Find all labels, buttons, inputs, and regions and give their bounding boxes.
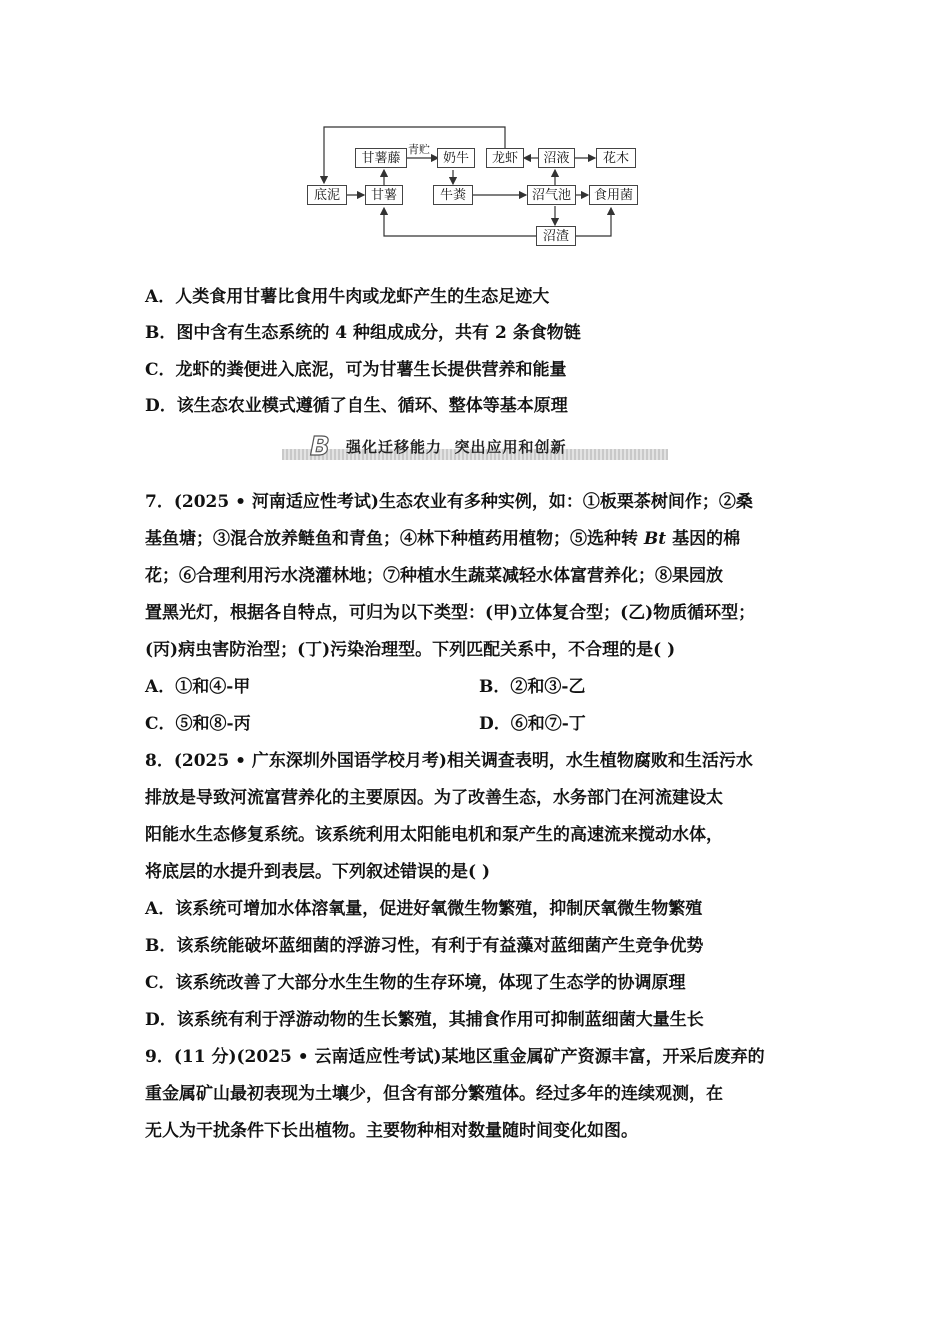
- q8-head: 8．(2025 • 广东深圳外国语学校月考): [145, 751, 447, 771]
- node-ganshuteng: 甘薯藤: [355, 148, 407, 168]
- q6-option-b: B．图中含有生态系统的 4 种组成成分，共有 2 条食物链: [145, 323, 581, 343]
- node-zhaoqichi: 沼气池: [527, 185, 576, 205]
- q9-head: 9．(11 分)(2025 • 云南适应性考试): [145, 1047, 442, 1067]
- node-huamu: 花木: [596, 148, 636, 168]
- q8-option-b: B．该系统能破坏蓝细菌的浮游习性，有利于有益藻对蓝细菌产生竞争优势: [145, 936, 704, 956]
- q6-option-a: A．人类食用甘薯比食用牛肉或龙虾产生的生态足迹大: [145, 287, 550, 307]
- q9-line-3: 无人为干扰条件下长出植物。主要物种相对数量随时间变化如图。: [145, 1121, 638, 1141]
- node-zhaoye: 沼液: [538, 148, 575, 168]
- q7-text-2b: 基因的棉: [666, 529, 741, 549]
- node-longxia: 龙虾: [486, 148, 524, 168]
- q6-option-c: C．龙虾的粪便进入底泥，可为甘薯生长提供营养和能量: [145, 360, 567, 380]
- q8-line-4: 将底层的水提升到表层。下列叙述错误的是( ): [145, 862, 491, 882]
- q8-line-3: 阳能水生态修复系统。该系统利用太阳能电机和泵产生的高速流来搅动水体，: [145, 825, 723, 845]
- q8-text-1: 相关调查表明，水生植物腐败和生活污水: [446, 751, 753, 771]
- q6-option-d: D．该生态农业模式遵循了自生、循环、整体等基本原理: [145, 396, 568, 416]
- edge-label-silage: 青贮: [408, 143, 430, 156]
- q8-option-c: C．该系统改善了大部分水生生物的生存环境，体现了生态学的协调原理: [145, 973, 686, 993]
- node-zhaozha: 沼渣: [536, 226, 576, 246]
- q8-line-2: 排放是导致河流富营养化的主要原因。为了改善生态，水务部门在河流建设太: [145, 788, 723, 808]
- node-ganshu: 甘薯: [365, 185, 403, 205]
- q7-option-d: D．⑥和⑦-丁: [479, 714, 586, 734]
- q7-option-c: C．⑤和⑧-丙: [145, 714, 251, 734]
- q9-line-2: 重金属矿山最初表现为土壤少，但含有部分繁殖体。经过多年的连续观测，在: [145, 1084, 723, 1104]
- node-shiyongjun: 食用菌: [589, 185, 638, 205]
- q7-line-2: [145, 527, 740, 551]
- q7-bt: Bt: [643, 529, 667, 549]
- ecosystem-flow-diagram: [300, 118, 645, 250]
- q8-line-1: [145, 749, 753, 773]
- q7-option-b: B．②和③-乙: [479, 677, 586, 697]
- q8-option-d: D．该系统有利于浮游动物的生长繁殖，其捕食作用可抑制蓝细菌大量生长: [145, 1010, 704, 1030]
- q7-text-2: 基鱼塘；③混合放养鲢鱼和青鱼；④林下种植药用植物；⑤选种转: [145, 529, 644, 549]
- node-dini: 底泥: [307, 185, 347, 205]
- banner-title: 强化迁移能力 突出应用和创新: [346, 438, 567, 456]
- diagram-arrows: [300, 118, 645, 250]
- section-banner: [282, 431, 668, 463]
- q7-head: 7．(2025 • 河南适应性考试): [145, 492, 379, 512]
- banner-badge: B: [310, 432, 330, 462]
- q9-text-1: 某地区重金属矿产资源丰富，开采后废弃的: [441, 1047, 765, 1067]
- q7-line-5: (丙)病虫害防治型；(丁)污染治理型。下列匹配关系中，不合理的是( ): [145, 640, 676, 660]
- node-niufen: 牛粪: [433, 185, 473, 205]
- q9-line-1: [145, 1045, 765, 1069]
- q7-line-1: [145, 490, 753, 514]
- q7-option-a: A．①和④-甲: [145, 677, 251, 697]
- node-nainiu: 奶牛: [437, 148, 475, 168]
- q7-line-4: 置黑光灯，根据各自特点，可归为以下类型：(甲)立体复合型；(乙)物质循环型；: [145, 603, 756, 623]
- q8-option-a: A．该系统可增加水体溶氧量，促进好氧微生物繁殖，抑制厌氧微生物繁殖: [145, 899, 703, 919]
- q7-line-3: 花；⑥合理利用污水浇灌林地；⑦种植水生蔬菜减轻水体富营养化；⑧果园放: [145, 566, 723, 586]
- q7-text-1: 生态农业有多种实例，如：①板栗茶树间作；②桑: [378, 492, 753, 512]
